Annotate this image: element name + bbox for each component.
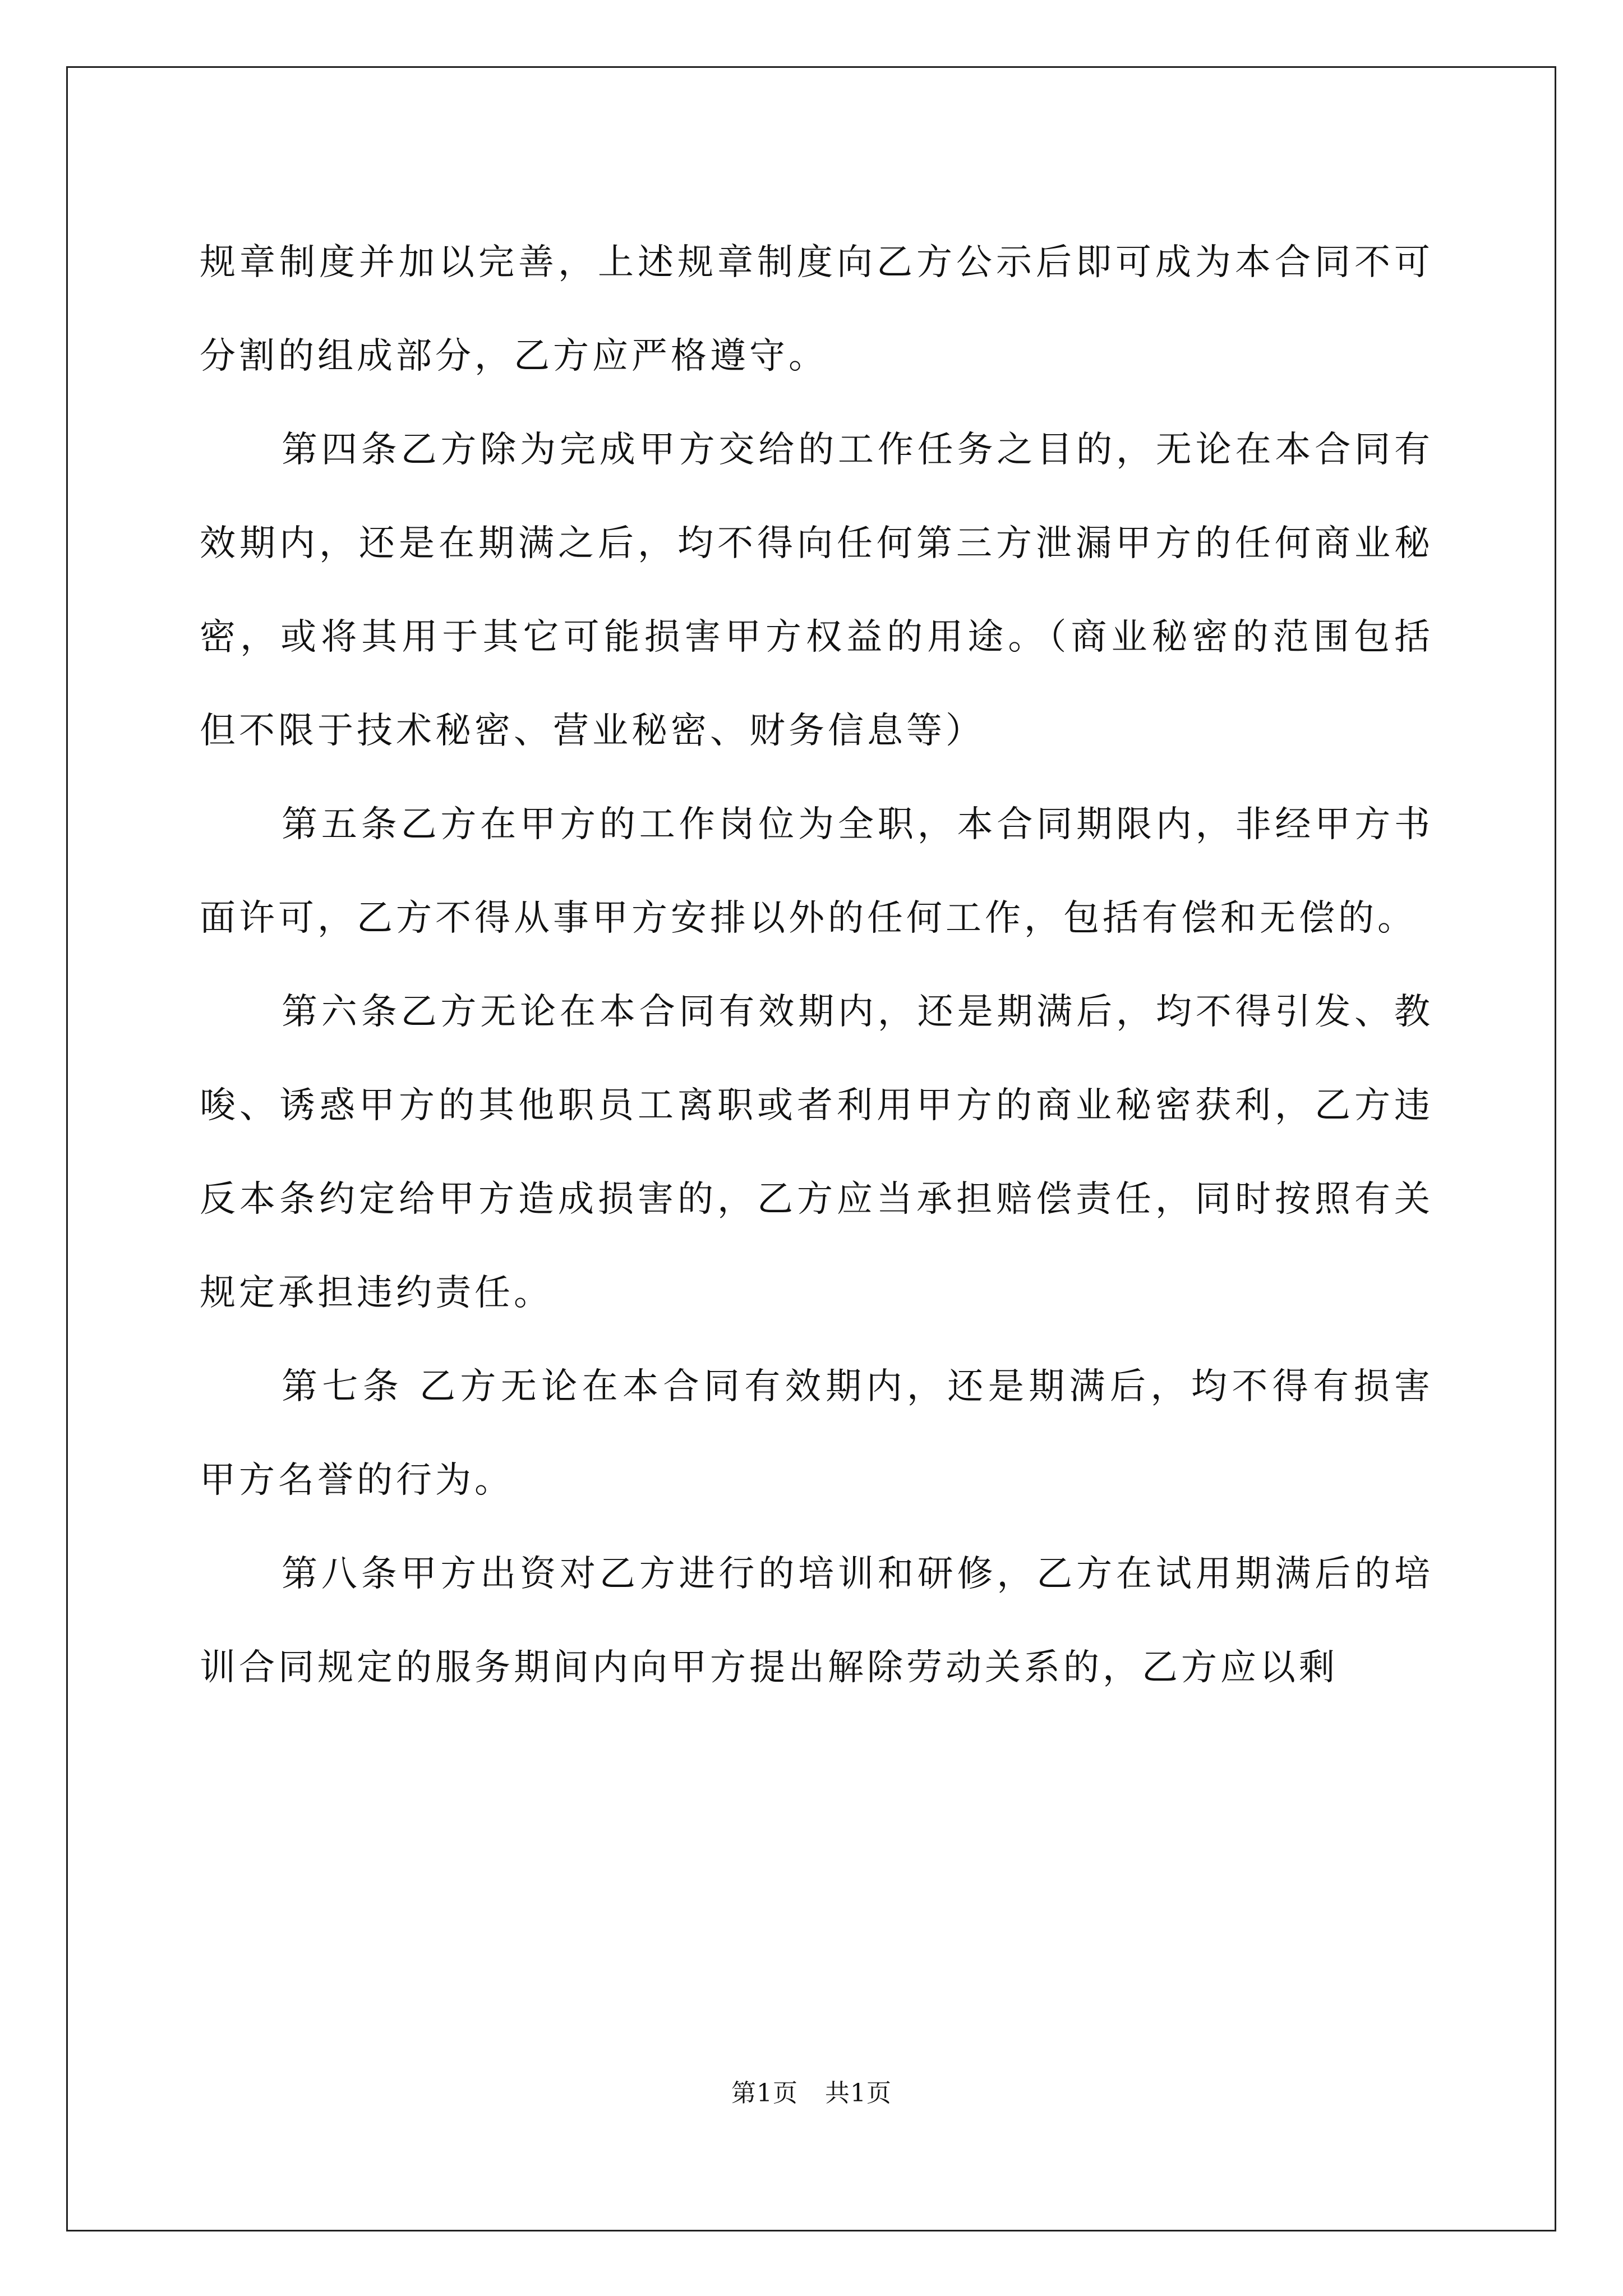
page-footer: [0, 2073, 1623, 2109]
page-number-total: 共1页: [825, 2079, 892, 2108]
document-body: [200, 216, 1433, 1715]
paragraph-article-5: 第五条乙方在甲方的工作岗位为全职，本合同期限内，非经甲方书面许可，乙方不得从事甲方安排以外的任何工作，包括有偿和无偿的。: [200, 804, 1433, 939]
paragraph-article-7: 第七条 乙方无论在本合同有效期内，还是期满后，均不得有损害甲方名誉的行为。: [200, 1366, 1433, 1501]
page-number-current: 第1页: [731, 2079, 798, 2108]
paragraph-article-8: 第八条甲方出资对乙方进行的培训和研修，乙方在试用期满后的培训合同规定的服务期间内向甲方提出解除劳动关系的，乙方应以剩: [200, 1553, 1433, 1688]
paragraph-article-4: 第四条乙方除为完成甲方交给的工作任务之目的，无论在本合同有效期内，还是在期满之后，均不得向任何第三方泄漏甲方的任何商业秘密，或将其用于其它可能损害甲方权益的用途。（商业秘密的范围包括但不限于技术秘密、营业秘密、财务信息等）: [200, 429, 1433, 752]
paragraph-continuation: 规章制度并加以完善，上述规章制度向乙方公示后即可成为本合同不可分割的组成部分，乙方应严格遵守。: [200, 242, 1433, 377]
paragraph-article-6: 第六条乙方无论在本合同有效期内，还是期满后，均不得引发、教唆、诱惑甲方的其他职员工离职或者利用甲方的商业秘密获利，乙方违反本条约定给甲方造成损害的，乙方应当承担赔偿责任，同时按照有关规定承担违约责任。: [200, 991, 1433, 1314]
